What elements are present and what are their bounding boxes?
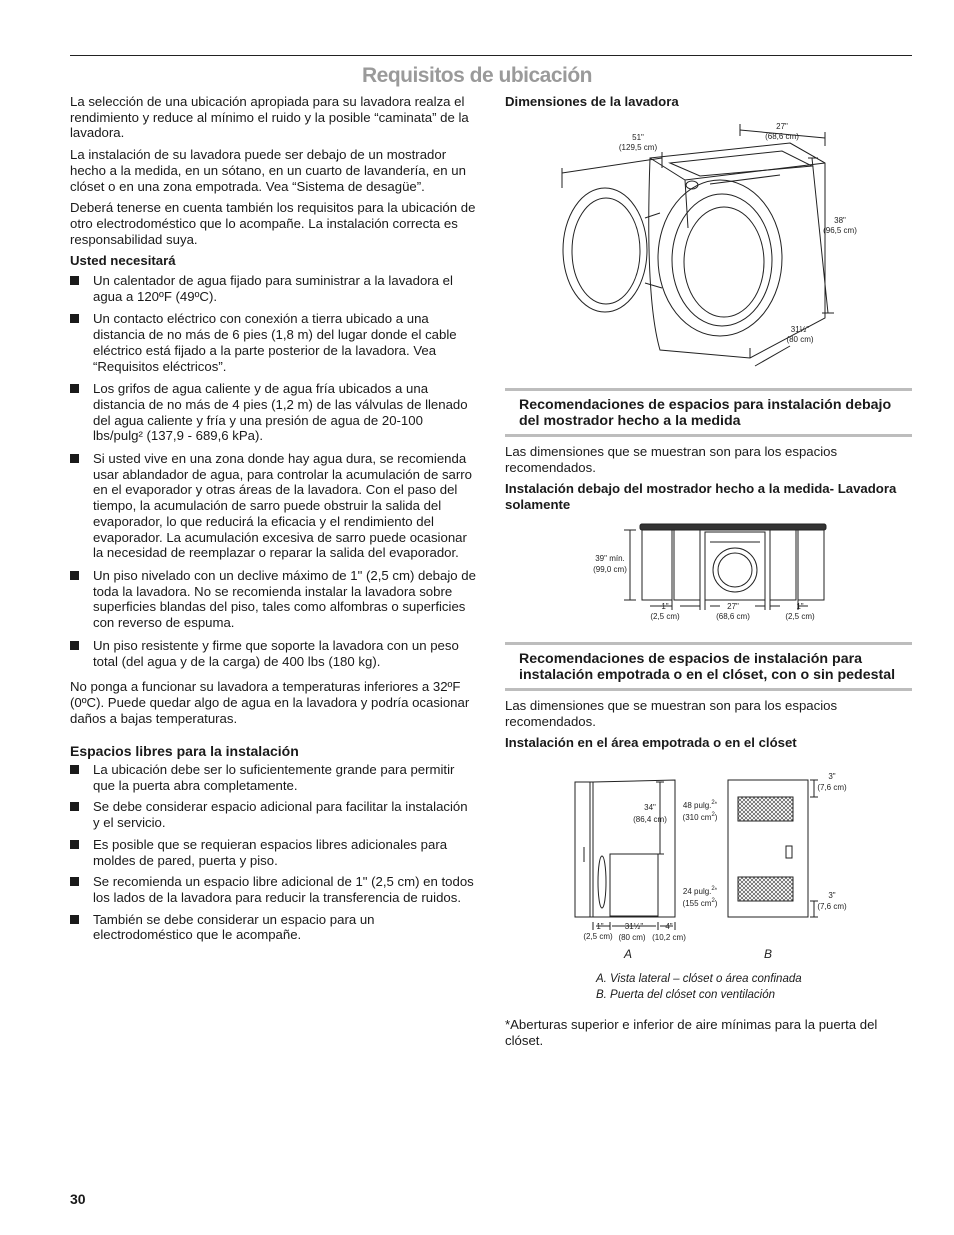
bullet-square-icon	[70, 276, 79, 285]
closet-footnote: *Aberturas superior e inferior de aire mínimas para la puerta del clóset.	[505, 1017, 878, 1048]
section-closet-text: Las dimensiones que se muestran son para los espacios recomendados.	[505, 698, 838, 729]
view-b-label: B	[763, 947, 773, 961]
under-counter-diagram	[590, 518, 840, 630]
counter-right-gap-label: 1"	[796, 602, 804, 611]
dim-38-cm-label: (96,5 cm)	[823, 226, 857, 235]
caption-view-a: A. Vista lateral – clóset o área confinada	[596, 973, 802, 985]
left-column	[70, 94, 476, 953]
vent-bottom-gap-cm-label: (7,6 cm)	[817, 902, 847, 911]
counter-height-label: 39" mín.	[595, 554, 625, 563]
counter-width-cm-label: (68,6 cm)	[716, 612, 750, 621]
bullet-square-icon	[70, 915, 79, 924]
bullet-square-icon	[70, 840, 79, 849]
section-under-counter-subheading: Instalación debajo del mostrador hecho a la medida- Lavadora solamente	[505, 481, 897, 512]
section-closet-header	[505, 642, 912, 691]
list-item: La ubicación debe ser lo suficientemente grande para permitir que la puerta abra completamente.	[70, 762, 476, 793]
list-item: Se recomienda un espacio libre adicional de 1" (2,5 cm) en todos los lados de la lavadora para reducir la transferencia de ruidos.	[70, 874, 476, 905]
dim-38-label: 38"	[834, 216, 846, 225]
counter-right-gap-cm-label: (2,5 cm)	[785, 612, 815, 621]
bullet-square-icon	[70, 384, 79, 393]
section-closet-title: Recomendaciones de espacios de instalación para instalación empotrada o en el clóset, con o sin pedestal	[519, 651, 896, 683]
bullet-square-icon	[70, 454, 79, 463]
bullet-square-icon	[70, 765, 79, 774]
intro-paragraph-2: La instalación de su lavadora puede ser debajo de un mostrador hecho a la medida, en un sótano, en un cuarto de lavandería, en un clóset o en una zona empotrada. Vea “Sistema de desagüe”.	[70, 147, 466, 194]
intro-paragraph-3: Deberá tenerse en cuenta también los requisitos para la ubicación de otro electrodoméstico que lo acompañe. La instalación correcta es responsabilidad suya.	[70, 200, 476, 247]
vent-top-gap-label: 3"	[828, 772, 836, 781]
temperature-note: No ponga a funcionar su lavadora a temperaturas inferiores a 32ºF (0ºC). Puede quedar algo de agua en la lavadora y podría ocasionar daños a bajas temperaturas.	[70, 679, 470, 726]
rear-gap-cm-label: (10,2 cm)	[652, 933, 686, 942]
right-column	[505, 94, 915, 110]
dimensions-heading: Dimensiones de la lavadora	[505, 94, 679, 109]
list-item: Un piso resistente y firme que soporte la lavadora con un peso total (del agua y de la carga) de 400 lbs (180 kg).	[70, 638, 476, 669]
vent-top-area-cm-label: (310 $cm^2$)	[682, 812, 718, 822]
list-item: Si usted vive en una zona donde hay agua dura, se recomienda usar ablandador de agua, para controlar la acumulación de sarro en el evaporador y otras áreas de la lavadora. Con el paso del tiempo, la acumulación de sarro puede obstruir la salida del evaporador, lo que reducirá la eficacia y el rendimiento del evaporador. La acumulación excesiva de sarro puede ocasionar la necesidad de reemplazar o reparar la salida del evaporador.	[70, 451, 476, 561]
counter-left-gap-label: 1"	[661, 602, 669, 611]
depth-cm-label: (80 cm)	[618, 933, 646, 942]
section-under-counter-header	[505, 388, 912, 437]
bullet-square-icon	[70, 571, 79, 580]
rear-gap-label: 4"	[665, 922, 673, 931]
need-heading: Usted necesitará	[70, 253, 176, 269]
list-item: Un calentador de agua fijado para suministrar a la lavadora el agua a 120ºF (49ºC).	[70, 273, 476, 304]
view-a-label: A	[623, 947, 633, 961]
page-title: Requisitos de ubicación	[361, 64, 593, 87]
list-item: Es posible que se requieran espacios libres adicionales para moldes de pared, puerta y piso.	[70, 837, 476, 868]
section-under-counter-title: Recomendaciones de espacios para instalación debajo del mostrador hecho a la medida	[519, 397, 892, 429]
dim-51-label: 51"	[632, 133, 644, 142]
dim-31-label: 31½"	[790, 325, 810, 334]
counter-width-label: 27"	[727, 602, 739, 611]
list-item: Un contacto eléctrico con conexión a tierra ubicado a una distancia de no más de 6 pies (1,8 m) del lugar donde el cable eléctrico está fijado a la parte posterior de la lavadora. Vea “Requisitos eléctricos”.	[70, 311, 476, 374]
side-gap-cm-label: (2,5 cm)	[583, 932, 613, 941]
closet-height-label: 34"	[644, 803, 656, 812]
vent-bottom-area-label: 24 pulg.$^2_*$	[682, 886, 718, 896]
washer-dimensions-diagram	[550, 118, 870, 378]
dim-27-cm-label: (68,6 cm)	[765, 132, 799, 141]
dim-51-cm-label: (129,5 cm)	[618, 143, 658, 152]
dim-31-cm-label: (80 cm)	[786, 335, 814, 344]
vent-top-gap-cm-label: (7,6 cm)	[817, 783, 847, 792]
closet-diagram	[570, 762, 860, 962]
list-item: Los grifos de agua caliente y de agua fría ubicados a una distancia de no más de 4 pies (1,2 m) de las válvulas de llenado del agua caliente y fría y una presión de agua de 20-100 lbs/pulg² (137,9 - 689,6 kPa).	[70, 381, 476, 444]
list-item: Un piso nivelado con un declive máximo de 1" (2,5 cm) debajo de toda la lavadora. No se recomienda instalar la lavadora sobre superficies blandas del piso, tales como alfombras o superficies con reverso de espuma.	[70, 568, 476, 631]
bullet-square-icon	[70, 314, 79, 323]
section-closet-subheading: Instalación en el área empotrada o en el clóset	[505, 735, 797, 750]
side-gap-label: 1"	[596, 922, 604, 931]
intro-paragraph-1: La selección de una ubicación apropiada para su lavadora realza el rendimiento y reduce al mínimo el ruido y la posible “caminata” de la lavadora.	[70, 94, 469, 141]
list-item: Se debe considerar espacio adicional para facilitar la instalación y el servicio.	[70, 799, 476, 830]
need-list	[70, 273, 476, 669]
page-number: 30	[70, 1191, 86, 1207]
closet-height-cm-label: (86,4 cm)	[633, 815, 667, 824]
clearance-heading: Espacios libres para la instalación	[70, 743, 299, 760]
vent-bottom-area-cm-label: (155 $cm^2$)	[682, 898, 718, 908]
caption-view-b: B. Puerta del clóset con ventilación	[596, 989, 775, 1001]
depth-label: 31½"	[624, 922, 644, 931]
list-item: También se debe considerar un espacio para un electrodoméstico que le acompañe.	[70, 912, 476, 943]
counter-left-gap-cm-label: (2,5 cm)	[650, 612, 680, 621]
section-under-counter-text: Las dimensiones que se muestran son para los espacios recomendados.	[505, 444, 838, 475]
clearance-list	[70, 762, 476, 943]
bullet-square-icon	[70, 877, 79, 886]
vent-top-area-label: 48 pulg.$^2_*$	[682, 800, 718, 810]
counter-height-cm-label: (99,0 cm)	[593, 565, 627, 574]
bullet-square-icon	[70, 802, 79, 811]
dim-27-label: 27"	[776, 122, 788, 131]
top-rule	[70, 55, 912, 56]
vent-bottom-gap-label: 3"	[828, 891, 836, 900]
bullet-square-icon	[70, 641, 79, 650]
